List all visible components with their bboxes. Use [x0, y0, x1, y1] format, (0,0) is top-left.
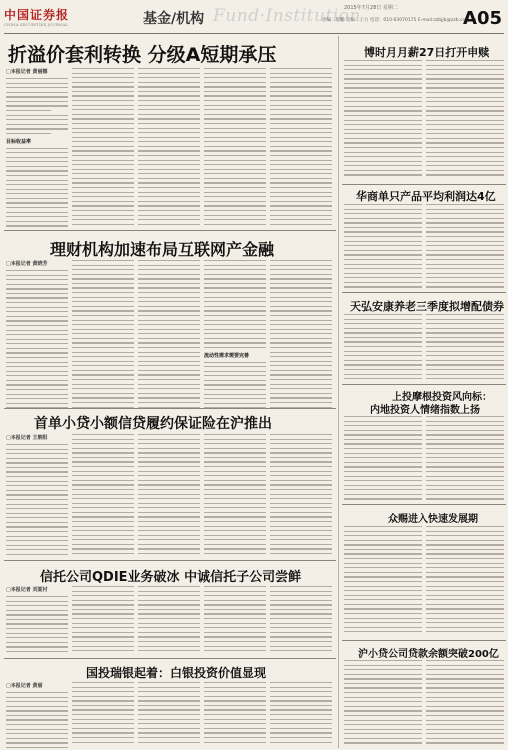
article-2-column-1: [344, 60, 422, 182]
headline-article-1: 折溢价套利转换 分级A短期承压: [8, 44, 277, 66]
article-1-column-1: [6, 68, 68, 228]
newspaper-logo: 中国证券报: [4, 8, 70, 22]
headline-article-9: 信托公司QDIE业务破冰 中诚信托子公司尝鲜: [40, 570, 302, 585]
article-4-column-1: [344, 314, 422, 382]
article-11-column-1: [344, 660, 422, 748]
headline-article-5: 上投摩根投资风向标：: [392, 392, 492, 403]
headline-article-11: 沪小贷公司贷款余额突破200亿: [358, 649, 499, 660]
article-1-byline: □本报记者 黄丽娜: [6, 69, 48, 75]
article-9-column-3: [138, 586, 200, 656]
editor-credits: 责编：殷鹏 美编：王力 电话：010-63070175 E-mail:zzbjjb@zzb.com.cn: [322, 18, 477, 23]
section-divider: [342, 384, 506, 385]
article-7-byline: □本报记者 王朝阳: [6, 435, 48, 441]
article-3-column-1: [344, 204, 422, 292]
article-8-column-2: [426, 526, 504, 638]
headline-article-10: 国投瑞银起着：白银投资价值显现: [86, 666, 267, 680]
section-title-english: Fund·Institution: [213, 6, 361, 26]
article-10-byline: □本报记者 黄丽: [6, 683, 43, 689]
newspaper-logo-subtitle: CHINA SECURITIES JOURNAL: [4, 22, 68, 27]
article-9-byline: □本报记者 刘夏村: [6, 587, 48, 593]
article-1-subhead: 目标收益率: [6, 138, 32, 145]
article-10-column-2: [72, 682, 134, 748]
article-1-column-3: [138, 68, 200, 228]
headline-article-3: 华商单只产品平均利润达4亿: [356, 190, 496, 203]
section-divider: [342, 640, 506, 641]
masthead-rule: [4, 33, 504, 34]
section-title: 基金/机构: [143, 11, 205, 27]
article-7-column-4: [204, 434, 266, 558]
section-divider: [4, 658, 336, 659]
section-divider: [342, 292, 506, 293]
article-1-column-2: [72, 68, 134, 228]
article-9-column-1: [6, 586, 68, 656]
article-9-column-5: [270, 586, 332, 656]
article-4-column-2: [426, 314, 504, 382]
article-7-column-5: [270, 434, 332, 558]
article-7-column-2: [72, 434, 134, 558]
masthead: [0, 0, 508, 34]
article-10-column-4: [204, 682, 266, 748]
headline-article-4: 天弘安康养老三季度拟增配债券: [350, 300, 504, 313]
page-number: A05: [463, 8, 502, 29]
article-6-byline: □本报记者 黄晓芳: [6, 261, 48, 267]
headline-article-7: 首单小贷小额信贷履约保证险在沪推出: [34, 416, 272, 432]
article-10-column-5: [270, 682, 332, 748]
section-divider: [4, 230, 336, 231]
article-9-column-4: [204, 586, 266, 656]
article-8-column-1: [344, 526, 422, 638]
article-6-column-2: [72, 260, 134, 408]
article-6-column-5: [270, 260, 332, 408]
section-divider: [342, 184, 506, 185]
article-6-column-4: [204, 260, 266, 408]
article-1-column-4: [204, 68, 266, 228]
article-10-column-3: [138, 682, 200, 748]
headline-article-8: 众赐进入快速发展期: [388, 514, 478, 525]
article-6-subhead: 流动性需求需要完善: [204, 352, 250, 359]
section-divider: [4, 560, 336, 561]
section-divider: [4, 408, 336, 409]
article-5-column-2: [426, 416, 504, 502]
article-7-column-1: [6, 434, 68, 558]
headline-article-6: 理财机构加速布局互联网产金融: [50, 240, 275, 259]
article-6-column-3: [138, 260, 200, 408]
article-1-text: [6, 78, 68, 134]
article-1-column-5: [270, 68, 332, 228]
article-9-column-2: [72, 586, 134, 656]
article-2-column-2: [426, 60, 504, 182]
headline-article-5-line-2: 内地投资人情绪指数上扬: [370, 405, 480, 416]
article-3-column-2: [426, 204, 504, 292]
article-7-column-3: [138, 434, 200, 558]
article-5-column-1: [344, 416, 422, 502]
article-10-column-1: [6, 682, 68, 748]
article-11-column-2: [426, 660, 504, 748]
column-separator: [338, 36, 339, 748]
section-divider: [342, 504, 506, 505]
issue-date: 2015年7月28日 星期二: [344, 5, 398, 11]
headline-article-2: 博时月月薪27日打开申赎: [364, 46, 490, 59]
article-6-column-1: [6, 260, 68, 408]
